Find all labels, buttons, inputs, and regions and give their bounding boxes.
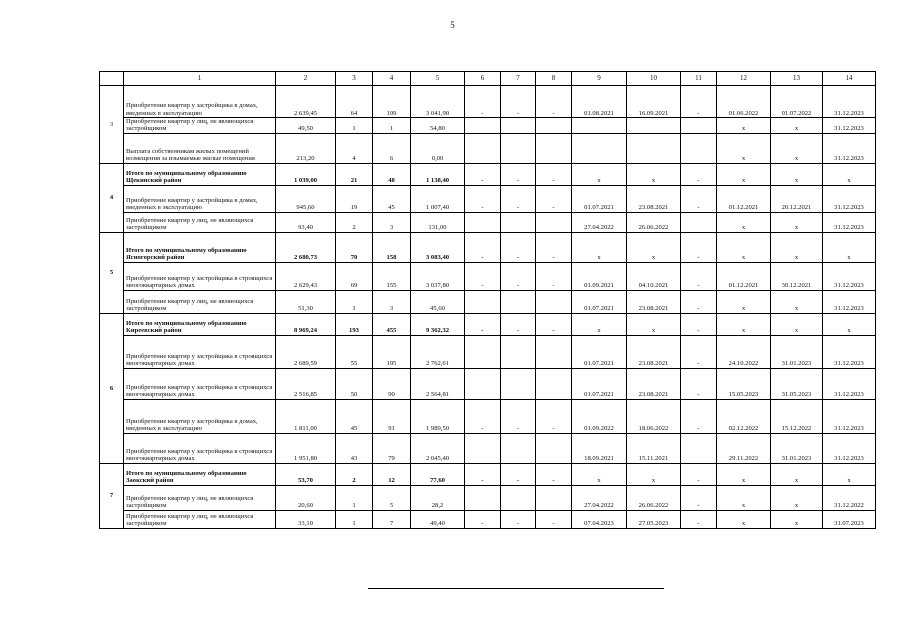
cell-col-11: - — [681, 399, 717, 433]
cell-col-14: x — [823, 232, 876, 262]
cell-col-10: x — [627, 313, 681, 335]
cell-col-2: 945,60 — [276, 185, 336, 212]
cell-col-13: 20.12.2021 — [771, 185, 823, 212]
cell-col-9: 27.04.2022 — [572, 485, 627, 510]
cell-col-7: - — [501, 86, 536, 118]
cell-col-11 — [681, 118, 717, 134]
cell-col-2: 1 951,80 — [276, 433, 336, 463]
table-row — [100, 185, 876, 212]
cell-col-11: - — [681, 368, 717, 399]
cell-col-3: 1 — [336, 290, 373, 313]
cell-col-4: 195 — [373, 335, 411, 368]
cell-col-5: 2 564,81 — [411, 368, 465, 399]
table-row — [100, 335, 876, 368]
cell-col-3: 50 — [336, 368, 373, 399]
cell-col-9 — [572, 118, 627, 134]
cell-col-13: x — [771, 463, 823, 485]
cell-col-5: 49,40 — [411, 510, 465, 528]
cell-col-8 — [536, 433, 572, 463]
cell-col-4: 79 — [373, 433, 411, 463]
header-cell-6: 6 — [465, 72, 501, 86]
cell-col-9: 18.09.2021 — [572, 433, 627, 463]
cell-col-9 — [572, 133, 627, 163]
cell-col-5: 45,60 — [411, 290, 465, 313]
cell-col-9: 01.09.2021 — [572, 262, 627, 290]
table-row — [100, 368, 876, 399]
cell-col-6 — [465, 290, 501, 313]
cell-col-10: 23.08.2021 — [627, 185, 681, 212]
cell-col-7: - — [501, 232, 536, 262]
cell-col-7 — [501, 290, 536, 313]
cell-col-10: 23.08.2021 — [627, 335, 681, 368]
table-row — [100, 133, 876, 163]
cell-col-10: x — [627, 163, 681, 185]
cell-col-3: 45 — [336, 399, 373, 433]
cell-col-14: x — [823, 163, 876, 185]
cell-col-12: x — [717, 463, 771, 485]
cell-col-4: 6 — [373, 133, 411, 163]
cell-col-14: 31.12.2023 — [823, 86, 876, 118]
cell-col-13: 31.01.2023 — [771, 433, 823, 463]
cell-col-10: x — [627, 232, 681, 262]
cell-col-4: 3 — [373, 290, 411, 313]
cell-col-11: - — [681, 86, 717, 118]
cell-col-8: - — [536, 163, 572, 185]
cell-col-9: 01.07.2021 — [572, 185, 627, 212]
cell-col-7 — [501, 212, 536, 232]
cell-col-5: 1 989,50 — [411, 399, 465, 433]
cell-col-5: 3 041,90 — [411, 86, 465, 118]
cell-col-7: - — [501, 510, 536, 528]
cell-col-2: 1 039,00 — [276, 163, 336, 185]
row-label: Приобретение квартир у застройщика в строящихся многоквартирных домах — [124, 433, 276, 463]
cell-col-8 — [536, 212, 572, 232]
cell-col-3: 2 — [336, 212, 373, 232]
cell-col-7: - — [501, 313, 536, 335]
cell-col-8 — [536, 290, 572, 313]
cell-col-12: 01.12.2021 — [717, 262, 771, 290]
cell-col-8 — [536, 335, 572, 368]
row-label: Итого по муниципальному образованию Заокский район — [124, 463, 276, 485]
cell-col-8: - — [536, 463, 572, 485]
cell-col-3: 4 — [336, 133, 373, 163]
cell-col-12: x — [717, 313, 771, 335]
total-row — [100, 163, 876, 185]
cell-col-13: x — [771, 212, 823, 232]
header-cell-9: 9 — [572, 72, 627, 86]
cell-col-3: 55 — [336, 335, 373, 368]
cell-col-13: x — [771, 290, 823, 313]
header-cell-12: 12 — [717, 72, 771, 86]
group-number: 5 — [100, 232, 124, 313]
cell-col-12: x — [717, 212, 771, 232]
row-label: Приобретение квартир у застройщика в строящихся многоквартирных домах — [124, 262, 276, 290]
cell-col-9: x — [572, 232, 627, 262]
row-label: Выплата собственникам жилых помещений возмещения за изымаемые жилые помещения — [124, 133, 276, 163]
cell-col-2: 2 629,43 — [276, 262, 336, 290]
cell-col-9: 01.07.2021 — [572, 335, 627, 368]
cell-col-5: 1 007,40 — [411, 185, 465, 212]
cell-col-2: 2 689,59 — [276, 335, 336, 368]
header-cell-2: 2 — [276, 72, 336, 86]
table-row — [100, 86, 876, 118]
table-row — [100, 433, 876, 463]
page-number: 5 — [450, 20, 455, 30]
cell-col-6 — [465, 485, 501, 510]
cell-col-4: 48 — [373, 163, 411, 185]
cell-col-10: 18.06.2022 — [627, 399, 681, 433]
row-label: Приобретение квартир у застройщика в строящихся многоквартирных домах — [124, 368, 276, 399]
cell-col-7 — [501, 118, 536, 134]
cell-col-2: 213,20 — [276, 133, 336, 163]
row-label: Приобретение квартир у застройщика в домах, введенных в эксплуатацию — [124, 399, 276, 433]
cell-col-6: - — [465, 163, 501, 185]
cell-col-2: 20,60 — [276, 485, 336, 510]
cell-col-7 — [501, 433, 536, 463]
header-cell-10: 10 — [627, 72, 681, 86]
cell-col-2: 2 680,73 — [276, 232, 336, 262]
cell-col-4: 12 — [373, 463, 411, 485]
cell-col-13: 31.01.2023 — [771, 335, 823, 368]
cell-col-3: 70 — [336, 232, 373, 262]
cell-col-10: 15.11.2021 — [627, 433, 681, 463]
table-row — [100, 118, 876, 134]
cell-col-9: x — [572, 313, 627, 335]
cell-col-6: - — [465, 463, 501, 485]
cell-col-8: - — [536, 185, 572, 212]
row-label: Приобретение квартир у лиц, не являющихся застройщиком — [124, 212, 276, 232]
cell-col-2: 8 969,24 — [276, 313, 336, 335]
cell-col-12: x — [717, 163, 771, 185]
cell-col-6: - — [465, 86, 501, 118]
header-cell-1: 1 — [124, 72, 276, 86]
cell-col-8: - — [536, 313, 572, 335]
cell-col-10 — [627, 133, 681, 163]
cell-col-4: 155 — [373, 262, 411, 290]
header-cell-13: 13 — [771, 72, 823, 86]
cell-col-14: 31.12.2023 — [823, 399, 876, 433]
cell-col-13: x — [771, 510, 823, 528]
cell-col-5: 3 037,80 — [411, 262, 465, 290]
cell-col-3: 1 — [336, 510, 373, 528]
cell-col-11: - — [681, 335, 717, 368]
cell-col-10: 26.06.2022 — [627, 485, 681, 510]
cell-col-5: 9 362,32 — [411, 313, 465, 335]
cell-col-8 — [536, 368, 572, 399]
table-row — [100, 212, 876, 232]
cell-col-3: 19 — [336, 185, 373, 212]
group-number: 4 — [100, 163, 124, 232]
cell-col-3: 193 — [336, 313, 373, 335]
cell-col-4: 1 — [373, 118, 411, 134]
cell-col-14: 31.12.2023 — [823, 433, 876, 463]
footer-rule — [368, 588, 664, 589]
cell-col-9: x — [572, 463, 627, 485]
cell-col-3: 69 — [336, 262, 373, 290]
cell-col-14: 31.12.2023 — [823, 290, 876, 313]
cell-col-11: - — [681, 485, 717, 510]
row-label: Приобретение квартир у застройщика в домах, введенных в эксплуатацию — [124, 185, 276, 212]
cell-col-11: - — [681, 510, 717, 528]
cell-col-3: 21 — [336, 163, 373, 185]
cell-col-14: x — [823, 463, 876, 485]
cell-col-12: 29.11.2022 — [717, 433, 771, 463]
cell-col-5: 28,2 — [411, 485, 465, 510]
cell-col-10: 23.08.2021 — [627, 368, 681, 399]
cell-col-14: 31.07.2023 — [823, 510, 876, 528]
cell-col-12: 02.12.2022 — [717, 399, 771, 433]
header-cell-group — [100, 72, 124, 86]
cell-col-6 — [465, 368, 501, 399]
cell-col-7: - — [501, 185, 536, 212]
cell-col-12: x — [717, 290, 771, 313]
cell-col-3: 1 — [336, 485, 373, 510]
cell-col-7: - — [501, 163, 536, 185]
group-number: 7 — [100, 463, 124, 528]
cell-col-14: 31.12.2022 — [823, 485, 876, 510]
cell-col-5: 2 762,61 — [411, 335, 465, 368]
cell-col-4: 7 — [373, 510, 411, 528]
cell-col-3: 1 — [336, 118, 373, 134]
cell-col-6: - — [465, 262, 501, 290]
cell-col-8: - — [536, 399, 572, 433]
row-label: Итого по муниципальному образованию Щекинский район — [124, 163, 276, 185]
cell-col-4: 45 — [373, 185, 411, 212]
cell-col-6: - — [465, 313, 501, 335]
cell-col-10: 16.09.2021 — [627, 86, 681, 118]
cell-col-3: 2 — [336, 463, 373, 485]
header-cell-5: 5 — [411, 72, 465, 86]
cell-col-12: x — [717, 232, 771, 262]
row-label: Приобретение квартир у лиц, не являющихся застройщиком — [124, 485, 276, 510]
cell-col-10: 27.05.2023 — [627, 510, 681, 528]
cell-col-12: 01.06.2022 — [717, 86, 771, 118]
cell-col-7: - — [501, 262, 536, 290]
cell-col-12: 01.12.2021 — [717, 185, 771, 212]
cell-col-13: x — [771, 118, 823, 134]
table-row — [100, 290, 876, 313]
header-cell-14: 14 — [823, 72, 876, 86]
cell-col-14: 31.12.2023 — [823, 185, 876, 212]
header-cell-4: 4 — [373, 72, 411, 86]
cell-col-8 — [536, 485, 572, 510]
cell-col-6: - — [465, 232, 501, 262]
cell-col-11: - — [681, 262, 717, 290]
cell-col-9: x — [572, 163, 627, 185]
cell-col-4: 455 — [373, 313, 411, 335]
cell-col-2: 33,10 — [276, 510, 336, 528]
cell-col-7: - — [501, 463, 536, 485]
cell-col-9: 01.07.2021 — [572, 368, 627, 399]
cell-col-8 — [536, 133, 572, 163]
cell-col-6 — [465, 433, 501, 463]
cell-col-13: x — [771, 232, 823, 262]
cell-col-11: - — [681, 313, 717, 335]
total-row — [100, 232, 876, 262]
row-label: Приобретение квартир у застройщика в строящихся многоквартирных домах — [124, 335, 276, 368]
cell-col-13: 15.12.2022 — [771, 399, 823, 433]
cell-col-4: 91 — [373, 399, 411, 433]
cell-col-11 — [681, 212, 717, 232]
total-row — [100, 463, 876, 485]
table-row — [100, 262, 876, 290]
cell-col-6: - — [465, 510, 501, 528]
cell-col-2: 51,30 — [276, 290, 336, 313]
cell-col-9: 01.08.2021 — [572, 86, 627, 118]
cell-col-6: - — [465, 399, 501, 433]
group-number: 6 — [100, 313, 124, 463]
cell-col-5: 54,80 — [411, 118, 465, 134]
cell-col-6 — [465, 335, 501, 368]
cell-col-8: - — [536, 86, 572, 118]
group-number: 3 — [100, 86, 124, 164]
cell-col-6 — [465, 212, 501, 232]
housing-program-table — [99, 71, 876, 529]
cell-col-5: 1 138,40 — [411, 163, 465, 185]
header-row — [100, 72, 876, 86]
cell-col-12: 24.10.2022 — [717, 335, 771, 368]
row-label: Итого по муниципальному образованию Ясногорский район — [124, 232, 276, 262]
cell-col-6: - — [465, 185, 501, 212]
cell-col-2: 2 516,85 — [276, 368, 336, 399]
cell-col-8: - — [536, 262, 572, 290]
cell-col-3: 43 — [336, 433, 373, 463]
cell-col-10: x — [627, 463, 681, 485]
cell-col-4: 5 — [373, 485, 411, 510]
cell-col-6 — [465, 133, 501, 163]
header-cell-11: 11 — [681, 72, 717, 86]
cell-col-7 — [501, 368, 536, 399]
cell-col-14: 31.12.2023 — [823, 212, 876, 232]
cell-col-10: 04.10.2021 — [627, 262, 681, 290]
cell-col-11: - — [681, 185, 717, 212]
cell-col-14: x — [823, 313, 876, 335]
row-label: Приобретение квартир у лиц, не являющихся застройщиком — [124, 290, 276, 313]
cell-col-13: 01.07.2022 — [771, 86, 823, 118]
total-row — [100, 313, 876, 335]
cell-col-13: x — [771, 485, 823, 510]
cell-col-13: x — [771, 163, 823, 185]
cell-col-14: 31.12.2023 — [823, 118, 876, 134]
cell-col-8 — [536, 118, 572, 134]
cell-col-5: 131,00 — [411, 212, 465, 232]
row-label: Приобретение квартир у застройщика в домах, введенных в эксплуатацию — [124, 86, 276, 118]
cell-col-10 — [627, 118, 681, 134]
cell-col-11: - — [681, 163, 717, 185]
cell-col-12: 15.05.2023 — [717, 368, 771, 399]
cell-col-7 — [501, 133, 536, 163]
cell-col-8: - — [536, 232, 572, 262]
cell-col-13: x — [771, 313, 823, 335]
cell-col-14: 31.12.2023 — [823, 368, 876, 399]
cell-col-14: 31.12.2023 — [823, 133, 876, 163]
cell-col-5: 3 083,40 — [411, 232, 465, 262]
cell-col-11: - — [681, 463, 717, 485]
header-cell-8: 8 — [536, 72, 572, 86]
cell-col-11 — [681, 433, 717, 463]
cell-col-13: 30.12.2021 — [771, 262, 823, 290]
cell-col-12: x — [717, 133, 771, 163]
cell-col-4: 109 — [373, 86, 411, 118]
cell-col-7: - — [501, 399, 536, 433]
cell-col-2: 1 811,00 — [276, 399, 336, 433]
cell-col-12: x — [717, 485, 771, 510]
table-row — [100, 485, 876, 510]
cell-col-2: 49,50 — [276, 118, 336, 134]
cell-col-2: 93,40 — [276, 212, 336, 232]
cell-col-9: 01.09.2022 — [572, 399, 627, 433]
cell-col-9: 01.07.2021 — [572, 290, 627, 313]
row-label: Приобретение квартир у лиц, не являющихся застройщиком — [124, 510, 276, 528]
cell-col-7 — [501, 485, 536, 510]
cell-col-5: 77,60 — [411, 463, 465, 485]
cell-col-8: - — [536, 510, 572, 528]
header-cell-3: 3 — [336, 72, 373, 86]
cell-col-9: 07.04.2023 — [572, 510, 627, 528]
cell-col-11: - — [681, 232, 717, 262]
cell-col-13: 31.05.2023 — [771, 368, 823, 399]
cell-col-12: x — [717, 118, 771, 134]
cell-col-14: 31.12.2023 — [823, 335, 876, 368]
cell-col-5: 0,00 — [411, 133, 465, 163]
cell-col-11: - — [681, 290, 717, 313]
cell-col-10: 26.06.2022 — [627, 212, 681, 232]
row-label: Итого по муниципальному образованию Киреевский район — [124, 313, 276, 335]
cell-col-4: 3 — [373, 212, 411, 232]
row-label: Приобретение квартир у лиц, не являющихся застройщиком — [124, 118, 276, 134]
cell-col-2: 2 639,45 — [276, 86, 336, 118]
cell-col-10: 23.08.2021 — [627, 290, 681, 313]
cell-col-6 — [465, 118, 501, 134]
table-row — [100, 399, 876, 433]
cell-col-14: 31.12.2023 — [823, 262, 876, 290]
cell-col-4: 90 — [373, 368, 411, 399]
cell-col-3: 64 — [336, 86, 373, 118]
cell-col-13: x — [771, 133, 823, 163]
table-row — [100, 510, 876, 528]
cell-col-12: x — [717, 510, 771, 528]
cell-col-7 — [501, 335, 536, 368]
cell-col-4: 158 — [373, 232, 411, 262]
cell-col-5: 2 045,40 — [411, 433, 465, 463]
header-cell-7: 7 — [501, 72, 536, 86]
cell-col-11 — [681, 133, 717, 163]
cell-col-2: 53,70 — [276, 463, 336, 485]
cell-col-9: 27.04.2022 — [572, 212, 627, 232]
